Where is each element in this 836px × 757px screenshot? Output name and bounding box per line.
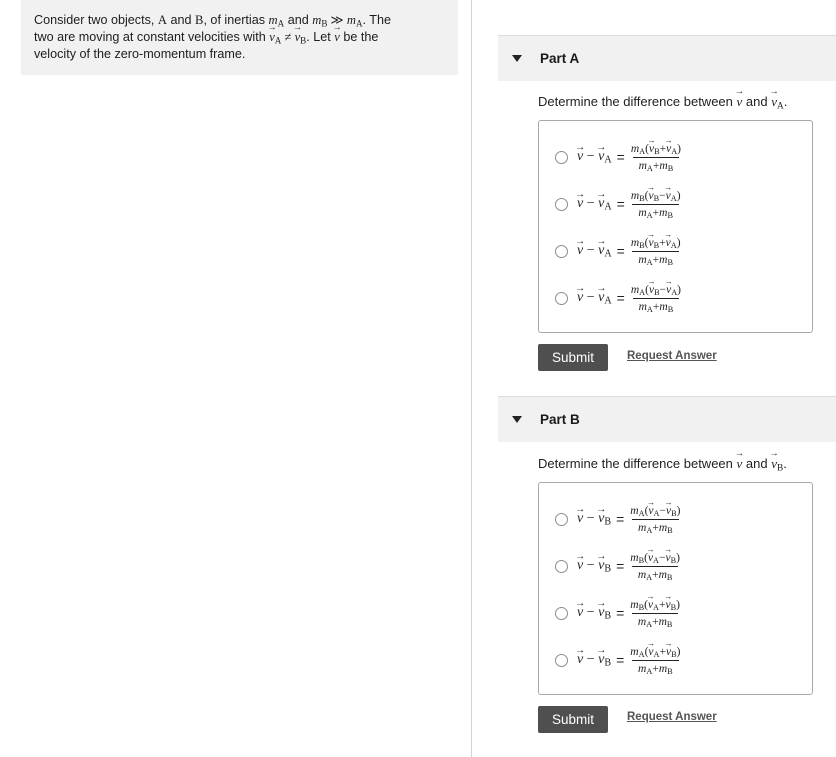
problem-text: velocity of the zero-momentum frame. [34,47,246,61]
part-a-header[interactable] [498,35,836,81]
option-lhs: → v − → $v_B$ [577,558,611,574]
part-a-option-1[interactable]: → v − → $v_A$ = $\frac{m_A(\to v_B+\to v_A)}{m_A+m_B}$ [555,138,682,176]
part-b-options [538,482,813,695]
problem-text: Consider two objects, [34,13,155,27]
inertia-comparison: $m_B$ ≫ $m_A$ [312,13,363,29]
inertia-a-symbol: $m_A$ [268,13,285,29]
problem-statement [21,0,458,75]
option-fraction: $\frac{m_A(\to v_A-\to v_B)}{m_A+m_B}$ [629,505,681,534]
part-b-submit-button[interactable]: Submit [538,706,608,733]
option-lhs: → v − → $v_A$ [577,196,612,212]
option-fraction: $\frac{m_B(\to v_B-\to v_A)}{m_A+m_B}$ [630,190,682,219]
radio-button[interactable] [555,198,568,211]
part-a-submit-button[interactable]: Submit [538,344,608,371]
option-fraction: $\frac{m_A(\to v_A+\to v_B)}{m_A+m_B}$ [629,646,681,675]
option-lhs: → v − → $v_A$ [577,290,612,306]
problem-text: and [170,13,192,27]
option-fraction: $\frac{m_B(\to v_B+\to v_A)}{m_A+m_B}$ [630,237,682,266]
part-b-request-answer-link[interactable]: Request Answer [627,711,717,723]
problem-text: . Let [306,30,331,44]
problem-text: , of inertias [203,13,266,27]
problem-text: and [287,13,309,27]
part-a-option-4[interactable]: → v − → $v_A$ = $\frac{m_A(\to v_B-\to v_A)}{m_A+m_B}$ [555,279,682,317]
problem-text: . The [362,13,392,27]
part-b-question: Determine the difference between → v and → $v_B$. [538,456,787,472]
column-divider [471,0,472,757]
problem-text: be the [343,30,379,44]
caret-down-icon[interactable] [512,55,522,62]
radio-button[interactable] [555,245,568,258]
option-lhs: → v − → $v_B$ [577,605,611,621]
radio-button[interactable] [555,654,568,667]
velocity-symbol: → v [334,29,340,46]
part-a-request-answer-link[interactable]: Request Answer [627,350,717,362]
part-a-question: Determine the difference between → v and → $v_A$. [538,94,787,110]
part-a-title: Part A [540,51,580,66]
object-b-symbol: B [195,13,204,27]
option-fraction: $\frac{m_B(\to v_A+\to v_B)}{m_A+m_B}$ [629,599,681,628]
option-lhs: → v − → $v_B$ [577,511,611,527]
radio-button[interactable] [555,151,568,164]
option-lhs: → v − → $v_A$ [577,243,612,259]
radio-button[interactable] [555,560,568,573]
option-fraction: $\frac{m_B(\to v_A-\to v_B)}{m_A+m_B}$ [629,552,681,581]
part-b-option-4[interactable]: → v − → $v_B$ = $\frac{m_A(\to v_A+\to v_B)}{m_A+m_B}$ [555,641,681,679]
part-b-option-3[interactable]: → v − → $v_B$ = $\frac{m_B(\to v_A+\to v_B)}{m_A+m_B}$ [555,594,681,632]
part-a-option-2[interactable]: → v − → $v_A$ = $\frac{m_B(\to v_B-\to v_A)}{m_A+m_B}$ [555,185,682,223]
option-lhs: → v − → $v_A$ [577,149,612,165]
radio-button[interactable] [555,607,568,620]
parts-panel [498,0,836,757]
option-fraction: $\frac{m_A(\to v_B+\to v_A)}{m_A+m_B}$ [630,143,682,172]
part-a-option-3[interactable]: → v − → $v_A$ = $\frac{m_B(\to v_B+\to v_A)}{m_A+m_B}$ [555,232,682,270]
radio-button[interactable] [555,513,568,526]
part-b-option-1[interactable]: → v − → $v_B$ = $\frac{m_A(\to v_A-\to v_B)}{m_A+m_B}$ [555,500,681,538]
radio-button[interactable] [555,292,568,305]
part-b-header[interactable] [498,396,836,442]
option-lhs: → v − → $v_B$ [577,652,611,668]
part-b-option-2[interactable]: → v − → $v_B$ = $\frac{m_B(\to v_A-\to v_B)}{m_A+m_B}$ [555,547,681,585]
object-a-symbol: A [157,13,168,27]
option-fraction: $\frac{m_A(\to v_B-\to v_A)}{m_A+m_B}$ [630,284,682,313]
velocity-inequality: → $v_A$ ≠ → $v_B$ [269,30,306,44]
caret-down-icon[interactable] [512,416,522,423]
part-a-options [538,120,813,333]
problem-text: two are moving at constant velocities with [34,30,266,44]
part-b-title: Part B [540,412,580,427]
